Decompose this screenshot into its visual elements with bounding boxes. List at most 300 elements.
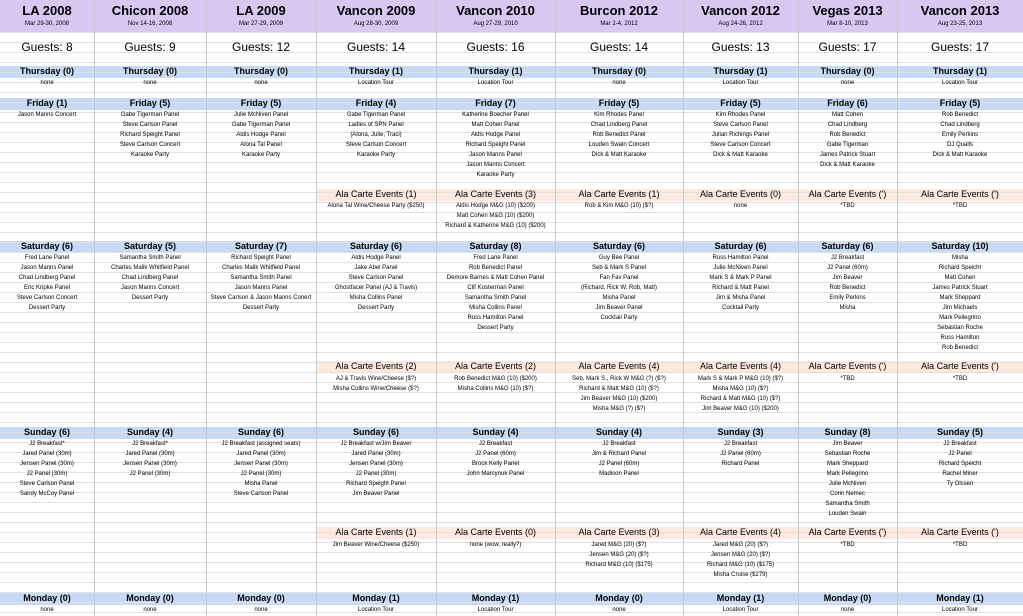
- ala-carte-header: Ala Carte Events ('): [921, 527, 999, 537]
- day-header: Friday (6): [827, 98, 868, 108]
- day-header: Saturday (10): [931, 241, 989, 251]
- day-header: Thursday (0): [19, 66, 74, 76]
- convention-name: LA 2009: [236, 3, 286, 18]
- convention-dates: Aug 28-30, 2009: [353, 21, 399, 27]
- column-divider: [555, 0, 556, 616]
- convention-column: [436, 0, 555, 616]
- event-item: Dick & Matt Karaoke: [713, 152, 768, 158]
- day-header: Monday (0): [23, 593, 71, 603]
- day-header: Thursday (1): [348, 66, 403, 76]
- event-item: Richard Speight Panel: [465, 142, 526, 148]
- guest-count: Guests: 13: [711, 40, 770, 54]
- event-item: Richard & Matt M&G (10) ($?): [700, 396, 781, 402]
- day-header: Sunday (6): [237, 427, 284, 437]
- day-header: Friday (4): [355, 98, 397, 108]
- event-item: Sebastian Roche: [824, 451, 871, 457]
- day-header: Thursday (1): [468, 66, 523, 76]
- event-item: Gabe Tigerman Panel: [231, 122, 291, 128]
- ala-carte-header: Ala Carte Events (0): [699, 189, 782, 199]
- event-item: Aldis Hodge Panel: [470, 132, 521, 138]
- event-item: J2 Panel: [948, 451, 972, 457]
- event-item: none: [733, 203, 748, 209]
- day-header: Friday (1): [26, 98, 68, 108]
- event-item: Aldis Hodge Panel: [351, 255, 401, 261]
- event-item: Jensen M&G (20) ($?): [589, 552, 649, 558]
- event-item: Richard Speight Panel: [231, 255, 291, 261]
- event-item: Jensen Panel (30m): [20, 461, 74, 467]
- event-item: Misha Panel: [244, 481, 278, 487]
- event-item: Jim Beaver: [832, 275, 863, 281]
- event-item: Richard & Matt Panel: [712, 285, 769, 291]
- event-item: Charles Malik Whitfield Panel: [221, 265, 301, 271]
- event-item: Clif Kosterman Panel: [467, 285, 524, 291]
- event-item: Ladies of SPN Panel: [348, 122, 404, 128]
- day-header: Thursday (1): [932, 66, 987, 76]
- column-divider: [94, 0, 95, 616]
- column-divider: [683, 0, 684, 616]
- convention-column: [94, 0, 206, 616]
- event-item: J2 Panel (60m): [720, 451, 761, 457]
- event-item: Misha: [951, 255, 968, 261]
- event-item: Russ Hamilton: [940, 335, 980, 341]
- ala-carte-header: Ala Carte Events (4): [699, 527, 782, 537]
- event-item: Jim Beaver M&G (10) ($200): [702, 406, 779, 412]
- convention-column: [0, 0, 94, 616]
- event-item: Misha M&G (?) ($?): [592, 406, 646, 412]
- event-item: J2 Breakfast*: [29, 441, 65, 447]
- ala-carte-header: Ala Carte Events ('): [808, 361, 887, 371]
- event-item: none: [143, 607, 157, 613]
- event-item: Cocktail Party: [600, 315, 638, 321]
- guest-count: Guests: 9: [124, 40, 176, 54]
- event-item: Matt Cohen Panel: [471, 122, 520, 128]
- day-header: Monday (0): [237, 593, 285, 603]
- event-item: J2 Breakfast: [478, 441, 513, 447]
- event-item: Guy Bee Panel: [598, 255, 640, 261]
- event-item: Jason Manns Concert: [120, 285, 180, 291]
- event-item: Karaoke Party: [241, 152, 281, 158]
- event-item: Jim & Richard Panel: [591, 451, 647, 457]
- event-item: J2 Panel (30m): [26, 471, 68, 477]
- event-item: Dick & Matt Karaoke: [820, 162, 875, 168]
- ala-carte-header: Ala Carte Events (1): [578, 189, 660, 199]
- event-item: Rob Benedict: [829, 132, 866, 138]
- day-header: Saturday (6): [349, 241, 402, 251]
- event-item: Karaoke Party: [356, 152, 396, 158]
- event-item: Cocktail Party: [721, 305, 759, 311]
- event-item: Jensen Panel (30m): [349, 461, 403, 467]
- event-item: Mark Pellegrino: [939, 315, 981, 321]
- convention-name: Vegas 2013: [812, 3, 883, 18]
- convention-column: [683, 0, 798, 616]
- event-item: Location Tour: [358, 80, 394, 86]
- event-item: Location Tour: [942, 80, 978, 86]
- event-item: Jared Panel (30m): [236, 451, 286, 457]
- guest-count: Guests: 14: [346, 40, 406, 54]
- ala-carte-header: Ala Carte Events (2): [335, 361, 417, 371]
- event-item: Richard Speight Panel: [346, 481, 406, 487]
- event-item: Russ Hamilton Panel: [467, 315, 524, 321]
- event-item: Chad Lindberg: [940, 122, 980, 128]
- event-item: Jared M&G (20) ($?): [712, 542, 769, 548]
- event-item: Steve Carlson Panel: [233, 491, 289, 497]
- event-item: none: [143, 80, 157, 86]
- event-item: Steve Carlson Concert: [345, 142, 407, 148]
- convention-name: Chicon 2008: [111, 3, 189, 18]
- event-item: J2 Breakfast: [602, 441, 636, 447]
- day-header: Sunday (4): [472, 427, 519, 437]
- day-header: Sunday (6): [23, 427, 70, 437]
- day-header: Saturday (7): [234, 241, 287, 251]
- event-item: Jason Manns Panel: [469, 152, 522, 158]
- event-item: Jim Beaver Panel: [595, 305, 643, 311]
- event-item: J2 Breakfast (assigned seats): [221, 441, 301, 447]
- event-item: Jim & Misha Panel: [715, 295, 766, 301]
- convention-name: Vancon 2013: [920, 3, 1000, 18]
- event-item: DJ Qualls: [946, 142, 973, 148]
- event-item: Richard Speicht: [938, 265, 982, 271]
- event-item: Russ Hamilton Panel: [712, 255, 769, 261]
- event-item: Charles Malik Whitfield Panel: [110, 265, 190, 271]
- ala-carte-header: Ala Carte Events ('): [921, 361, 999, 371]
- day-header: Friday (5): [720, 98, 761, 108]
- event-item: Location Tour: [358, 607, 394, 613]
- event-item: Steve Carlson & Jason Manns Conert: [210, 295, 312, 301]
- event-item: Misha Cruise ($279): [713, 572, 768, 578]
- convention-dates: Mar 29-30, 2008: [24, 21, 70, 27]
- event-item: Chad Lindberg: [827, 122, 868, 128]
- event-item: Madison Panel: [599, 471, 639, 477]
- event-item: Jason Manns Panel: [20, 265, 74, 271]
- event-item: Dessert Party: [131, 295, 169, 301]
- convention-column: [206, 0, 316, 616]
- event-item: Dessert Party: [242, 305, 280, 311]
- day-header: Thursday (0): [591, 66, 646, 76]
- event-item: Steve Carlson Panel: [19, 481, 75, 487]
- event-item: Aldis Hodge Panel: [236, 132, 286, 138]
- event-item: (Richard, Rick W, Rob, Matt): [580, 285, 657, 291]
- event-item: Steve Carlson Panel: [348, 275, 404, 281]
- ala-carte-header: Ala Carte Events (4): [578, 361, 660, 371]
- event-item: Samantha Smith Panel: [230, 275, 292, 281]
- event-item: Steve Carlson Panel: [122, 122, 178, 128]
- event-item: Jared Panel (30m): [125, 451, 175, 457]
- day-header: Saturday (5): [123, 241, 176, 251]
- convention-name: Vancon 2010: [456, 3, 535, 18]
- event-item: Mark S & Mark P Panel: [709, 275, 772, 281]
- event-item: Samantha Smith Panel: [464, 295, 527, 301]
- event-item: Jensen Panel (30m): [123, 461, 177, 467]
- column-divider: [316, 0, 317, 616]
- event-item: Misha M&G (10) ($?): [712, 386, 769, 392]
- event-item: Emily Perkins: [941, 132, 979, 138]
- event-item: J2 Panel (30m): [355, 471, 397, 477]
- event-item: Katherine Boecher Panel: [462, 112, 529, 118]
- event-item: Misha Collins Panel: [349, 295, 403, 301]
- event-item: James Patrick Stuart: [819, 152, 876, 158]
- event-item: Louden Swain: [828, 511, 867, 517]
- event-item: J2 Panel (60m): [475, 451, 516, 457]
- ala-carte-header: Ala Carte Events (2): [454, 361, 537, 371]
- event-item: Julie McNiven Panel: [713, 265, 768, 271]
- column-divider: [897, 0, 898, 616]
- event-item: Misha Collins M&G (10) ($?): [457, 386, 534, 392]
- event-item: Misha: [839, 305, 856, 311]
- event-item: none: [254, 607, 268, 613]
- event-item: Gabe Tigerman: [826, 142, 869, 148]
- event-item: Steve Carlson Panel: [713, 122, 768, 128]
- event-item: Location Tour: [722, 80, 759, 86]
- event-item: Brock Kelly Panel: [471, 461, 520, 467]
- event-item: Mark S & Mark P M&G (10) ($?): [697, 376, 784, 382]
- event-item: Rachel Miner: [942, 471, 978, 477]
- event-item: Karaoke Party: [476, 172, 515, 178]
- convention-column: [555, 0, 683, 616]
- event-item: J2 Panel (60m): [827, 265, 868, 271]
- ala-carte-header: Ala Carte Events (3): [578, 527, 660, 537]
- convention-dates: Aug 24-26, 2012: [718, 21, 763, 27]
- event-item: Karaoke Party: [130, 152, 170, 158]
- event-item: Jim Michaels: [942, 305, 978, 311]
- guest-count: Guests: 12: [231, 40, 291, 54]
- convention-name: Vancon 2012: [701, 3, 780, 18]
- event-item: none: [840, 607, 855, 613]
- day-header: Thursday (0): [820, 66, 875, 76]
- event-item: *TBD: [952, 542, 968, 548]
- event-item: Chad Lindberg Panel: [18, 275, 76, 281]
- event-item: J2 Breakfast: [830, 255, 865, 261]
- event-item: Richard Speight Panel: [120, 132, 180, 138]
- event-item: Fred Lane Panel: [473, 255, 518, 261]
- day-header: Monday (0): [126, 593, 174, 603]
- event-item: Jared Panel (30m): [22, 451, 72, 457]
- event-item: J2 Panel (30m): [129, 471, 171, 477]
- event-item: Kim Rhodes Panel: [594, 112, 644, 118]
- event-item: Rob Benedict M&G (10) ($200): [454, 376, 537, 382]
- ala-carte-header: Ala Carte Events (3): [454, 189, 537, 199]
- event-item: Kim Rhodes Panel: [715, 112, 766, 118]
- day-header: Friday (7): [475, 98, 516, 108]
- day-header: Sunday (4): [126, 427, 173, 437]
- day-header: Monday (1): [471, 593, 520, 603]
- event-item: Dick & Matt Karaoke: [932, 152, 988, 158]
- event-item: Richard Speicht: [938, 461, 982, 467]
- day-header: Friday (5): [240, 98, 282, 108]
- day-header: Monday (1): [936, 593, 984, 603]
- event-item: Corin Nemec: [829, 491, 865, 497]
- event-item: Jim Beaver: [832, 441, 863, 447]
- day-header: Monday (0): [823, 593, 872, 603]
- event-item: Fred Lane Panel: [24, 255, 70, 261]
- event-item: Jason Manns Concert: [17, 112, 77, 118]
- convention-dates: Mar 27-29, 2009: [238, 21, 284, 27]
- day-header: Friday (5): [598, 98, 640, 108]
- event-item: J2 Panel (60m): [598, 461, 640, 467]
- event-item: Demore Barnes & Matt Cohen Panel: [446, 275, 545, 281]
- event-item: (Alona, Julie, Traci): [350, 132, 402, 138]
- event-item: Mark Sheppard: [939, 295, 981, 301]
- event-item: Rob Benedict Panel: [468, 265, 523, 271]
- event-item: Sandy McCoy Panel: [19, 491, 75, 497]
- day-header: Friday (5): [939, 98, 981, 108]
- event-item: AJ & Travis Wine/Cheese ($?): [335, 376, 417, 382]
- convention-column: [798, 0, 897, 616]
- event-item: Rob Benedict Panel: [592, 132, 646, 138]
- event-item: Julian Richings Panel: [711, 132, 770, 138]
- convention-dates: Aug 27-29, 2010: [473, 21, 518, 27]
- event-item: Fan Fav Panel: [599, 275, 639, 281]
- event-item: Jared M&G (20) ($?): [591, 542, 647, 548]
- event-item: J2 Breakfast*: [132, 441, 168, 447]
- day-header: Thursday (1): [713, 66, 768, 76]
- event-item: J2 Breakfast w/Jim Beaver: [340, 441, 412, 447]
- event-item: *TBD: [840, 203, 855, 209]
- day-header: Monday (1): [352, 593, 400, 603]
- convention-column: [897, 0, 1023, 616]
- ala-carte-header: Ala Carte Events ('): [808, 189, 887, 199]
- event-item: Richard & Katherine M&G (10) ($200): [445, 223, 546, 229]
- convention-dates: Aug 23-25, 2013: [937, 21, 983, 27]
- column-divider: [798, 0, 799, 616]
- day-header: Saturday (8): [469, 241, 522, 251]
- convention-name: Burcon 2012: [579, 3, 659, 18]
- event-item: Seb & Mark S Panel: [591, 265, 647, 271]
- column-divider: [436, 0, 437, 616]
- day-header: Sunday (3): [717, 427, 764, 437]
- event-item: Ghostfacer Panel (AJ & Travis): [334, 285, 418, 291]
- convention-dates: Mar 8-10, 2013: [827, 21, 868, 27]
- event-item: Dessert Party: [357, 305, 395, 311]
- event-item: Jim Beaver Wine/Cheese ($250): [332, 542, 420, 548]
- ala-carte-header: Ala Carte Events (0): [454, 527, 537, 537]
- event-item: Location Tour: [477, 607, 514, 613]
- guest-count: Guests: 17: [930, 40, 990, 54]
- event-item: Ty Olssen: [946, 481, 974, 487]
- ala-carte-header: Ala Carte Events (4): [699, 361, 782, 371]
- event-item: James Patrick Stuart: [932, 285, 988, 291]
- column-divider: [206, 0, 207, 616]
- event-item: Chad Lindberg Panel: [590, 122, 648, 128]
- event-item: Louden Swain Concert: [588, 142, 650, 148]
- convention-name: Vancon 2009: [336, 3, 416, 18]
- event-item: Julie McNiven Panel: [233, 112, 289, 118]
- event-item: Misha Collins Wine/Cheese ($?): [333, 386, 419, 392]
- event-item: Richard M&G (10) ($175): [585, 562, 653, 568]
- convention-name: LA 2008: [22, 3, 72, 18]
- convention-column: [316, 0, 436, 616]
- day-header: Sunday (8): [824, 427, 871, 437]
- event-item: J2 Breakfast: [943, 441, 977, 447]
- event-item: Rob Benedict: [941, 112, 979, 118]
- event-item: John Marcynuk Panel: [466, 471, 525, 477]
- day-header: Thursday (0): [233, 66, 288, 76]
- event-item: Seb, Mark S., Rick W M&G (?) ($?): [572, 376, 666, 382]
- event-item: Jake Abel Panel: [354, 265, 398, 271]
- event-item: *TBD: [952, 203, 968, 209]
- event-item: Dick & Matt Karaoke: [591, 152, 647, 158]
- event-item: none: [612, 80, 626, 86]
- event-item: Steve Carlson Concert: [710, 142, 771, 148]
- event-item: none: [840, 80, 855, 86]
- guest-count: Guests: 16: [466, 40, 525, 54]
- event-item: Jared Panel (30m): [351, 451, 401, 457]
- day-header: Saturday (6): [592, 241, 645, 251]
- event-item: Dessert Party: [477, 325, 514, 331]
- event-item: none: [612, 607, 626, 613]
- convention-dates: Mar 2-4, 2012: [600, 21, 638, 27]
- event-item: *TBD: [952, 376, 968, 382]
- day-header: Saturday (6): [714, 241, 767, 251]
- event-item: Emily Perkins: [829, 295, 866, 301]
- event-item: Alona Tal Wine/Cheese Party ($250): [327, 203, 425, 209]
- event-item: Steve Carlson Concert: [16, 295, 78, 301]
- event-item: Jensen M&G (20) ($?): [710, 552, 771, 558]
- event-item: Mark Sheppard: [826, 461, 869, 467]
- event-item: Samantha Smith: [825, 501, 870, 507]
- event-item: Location Tour: [942, 607, 978, 613]
- event-item: Matt Cohen M&G (10) ($200): [456, 213, 535, 219]
- ala-carte-header: Ala Carte Events (1): [335, 189, 417, 199]
- event-item: none: [40, 607, 54, 613]
- ala-carte-header: Ala Carte Events ('): [921, 189, 999, 199]
- convention-dates: Nov 14-16, 2008: [127, 21, 173, 27]
- event-item: Misha Collins Panel: [469, 305, 522, 311]
- event-item: Jensen Panel (30m): [234, 461, 288, 467]
- day-header: Thursday (0): [122, 66, 177, 76]
- event-item: Jim Beaver M&G (10) ($200): [580, 396, 658, 402]
- event-item: J2 Breakfast: [723, 441, 758, 447]
- guest-count: Guests: 8: [21, 40, 73, 54]
- event-item: Sebastian Roche: [937, 325, 983, 331]
- event-item: J2 Panel (30m): [240, 471, 282, 477]
- event-item: Steve Carlson Concert: [119, 142, 181, 148]
- day-header: Sunday (4): [595, 427, 642, 437]
- event-item: Richard Panel: [721, 461, 760, 467]
- event-item: Aldis Hodge M&G (10) ($200): [455, 203, 536, 209]
- day-header: Saturday (6): [821, 241, 874, 251]
- event-item: Julie McNiven: [828, 481, 867, 487]
- guest-count: Guests: 14: [589, 40, 649, 54]
- event-item: Dessert Party: [28, 305, 66, 311]
- event-item: *TBD: [840, 376, 855, 382]
- event-item: none: [254, 80, 268, 86]
- event-item: Misha Panel: [602, 295, 636, 301]
- event-item: Gabe Tigerman Panel: [120, 112, 180, 118]
- day-header: Sunday (6): [352, 427, 399, 437]
- event-item: none (wow, really?): [469, 542, 522, 548]
- event-item: Alona Tal Panel: [240, 142, 282, 148]
- event-item: Richard & Matt M&G (10) ($?): [579, 386, 659, 392]
- ala-carte-header: Ala Carte Events ('): [808, 527, 887, 537]
- event-item: Jim Beaver Panel: [352, 491, 400, 497]
- event-item: Jason Manns Concert: [466, 162, 525, 168]
- day-header: Sunday (5): [936, 427, 983, 437]
- event-item: Jason Manns Panel: [234, 285, 288, 291]
- ala-carte-header: Ala Carte Events (1): [335, 527, 417, 537]
- event-item: Chad Lindberg Panel: [121, 275, 179, 281]
- guest-count: Guests: 17: [818, 40, 877, 54]
- event-item: Gabe Tigerman Panel: [346, 112, 406, 118]
- event-item: Rob & Kim M&G (10) ($?): [584, 203, 654, 209]
- event-item: Rob Benedict: [941, 345, 979, 351]
- event-item: Eric Kripke Panel: [23, 285, 71, 291]
- event-item: Samantha Smith Panel: [119, 255, 181, 261]
- event-item: Matt Cohen: [831, 112, 864, 118]
- event-item: Location Tour: [722, 607, 759, 613]
- event-item: Rob Benedict: [829, 285, 866, 291]
- event-item: Location Tour: [477, 80, 514, 86]
- day-header: Monday (0): [595, 593, 643, 603]
